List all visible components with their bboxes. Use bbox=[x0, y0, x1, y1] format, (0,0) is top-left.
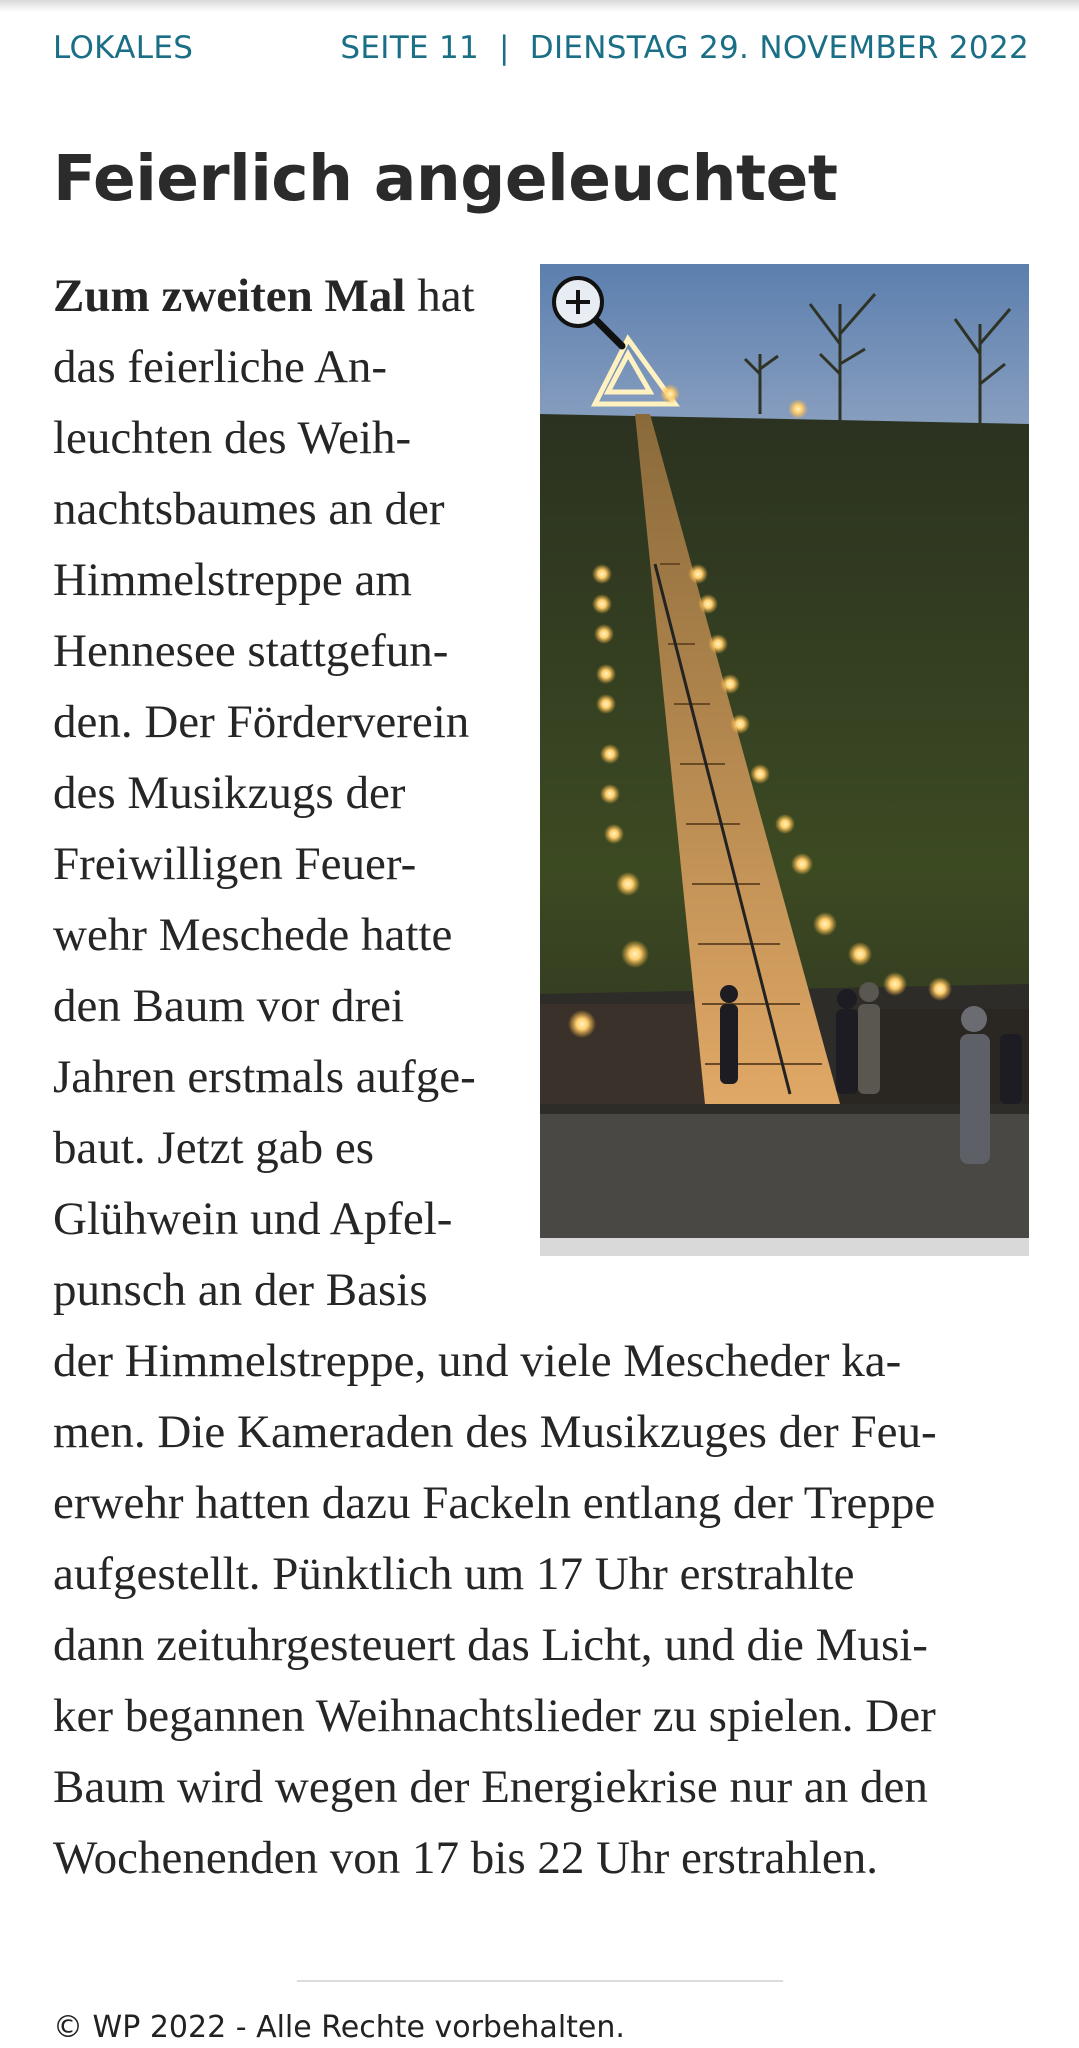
body-line: punsch an der Basis bbox=[53, 1264, 428, 1316]
photo-himmelstreppe bbox=[540, 264, 1029, 1238]
article-photo[interactable] bbox=[540, 264, 1029, 1256]
body-line: Wochenenden von 17 bis 22 Uhr erstrahlen. bbox=[53, 1832, 879, 1884]
section-label: LOKALES bbox=[53, 30, 194, 66]
footer-divider bbox=[297, 1980, 783, 1982]
lead-in: Zum zweiten Mal bbox=[53, 270, 406, 322]
body-line: aufgestellt. Pünktlich um 17 Uhr erstrahlte bbox=[53, 1548, 855, 1600]
body-line: Baum wird wegen der Energiekrise nur an den bbox=[53, 1761, 928, 1813]
body-line: nachtsbaumes an der bbox=[53, 483, 445, 535]
body-line: Jahren erstmals aufge- bbox=[53, 1051, 476, 1103]
body-line: Glühwein und Apfel- bbox=[53, 1193, 453, 1245]
issue-date: DIENSTAG 29. NOVEMBER 2022 bbox=[529, 30, 1029, 66]
body-line: Himmelstreppe am bbox=[53, 554, 412, 606]
body-line: dann zeituhrgesteuert das Licht, und die Musi- bbox=[53, 1619, 928, 1671]
body-line: baut. Jetzt gab es bbox=[53, 1122, 375, 1174]
body-line: Zum zweiten Mal hat bbox=[53, 270, 475, 322]
copyright-notice: © WP 2022 - Alle Rechte vorbehalten. bbox=[53, 2010, 625, 2045]
body-line: der Himmelstreppe, und viele Mescheder ka- bbox=[53, 1335, 902, 1387]
body-line: Hennesee stattgefun- bbox=[53, 625, 449, 677]
page-info bbox=[340, 30, 1029, 66]
body-line: den Baum vor drei bbox=[53, 980, 405, 1032]
body-line: men. Die Kameraden des Musikzuges der Feu- bbox=[53, 1406, 937, 1458]
body-line: leuchten des Weih- bbox=[53, 412, 412, 464]
article-title: Feierlich angeleuchtet bbox=[53, 142, 838, 215]
body-line: ker begannen Weihnachtslieder zu spielen. Der bbox=[53, 1690, 936, 1742]
body-line: das feierliche An- bbox=[53, 341, 388, 393]
body-line: Freiwilligen Feuer- bbox=[53, 838, 417, 890]
body-line: erwehr hatten dazu Fackeln entlang der Treppe bbox=[53, 1477, 936, 1529]
separator: | bbox=[499, 30, 510, 66]
page-header bbox=[53, 30, 1029, 70]
body-line: wehr Meschede hatte bbox=[53, 909, 453, 961]
top-shadow bbox=[0, 0, 1079, 12]
body-line: den. Der Förderverein bbox=[53, 696, 470, 748]
page-number: SEITE 11 bbox=[340, 30, 480, 66]
zoom-in-icon[interactable] bbox=[540, 264, 640, 364]
body-line: des Musikzugs der bbox=[53, 767, 406, 819]
